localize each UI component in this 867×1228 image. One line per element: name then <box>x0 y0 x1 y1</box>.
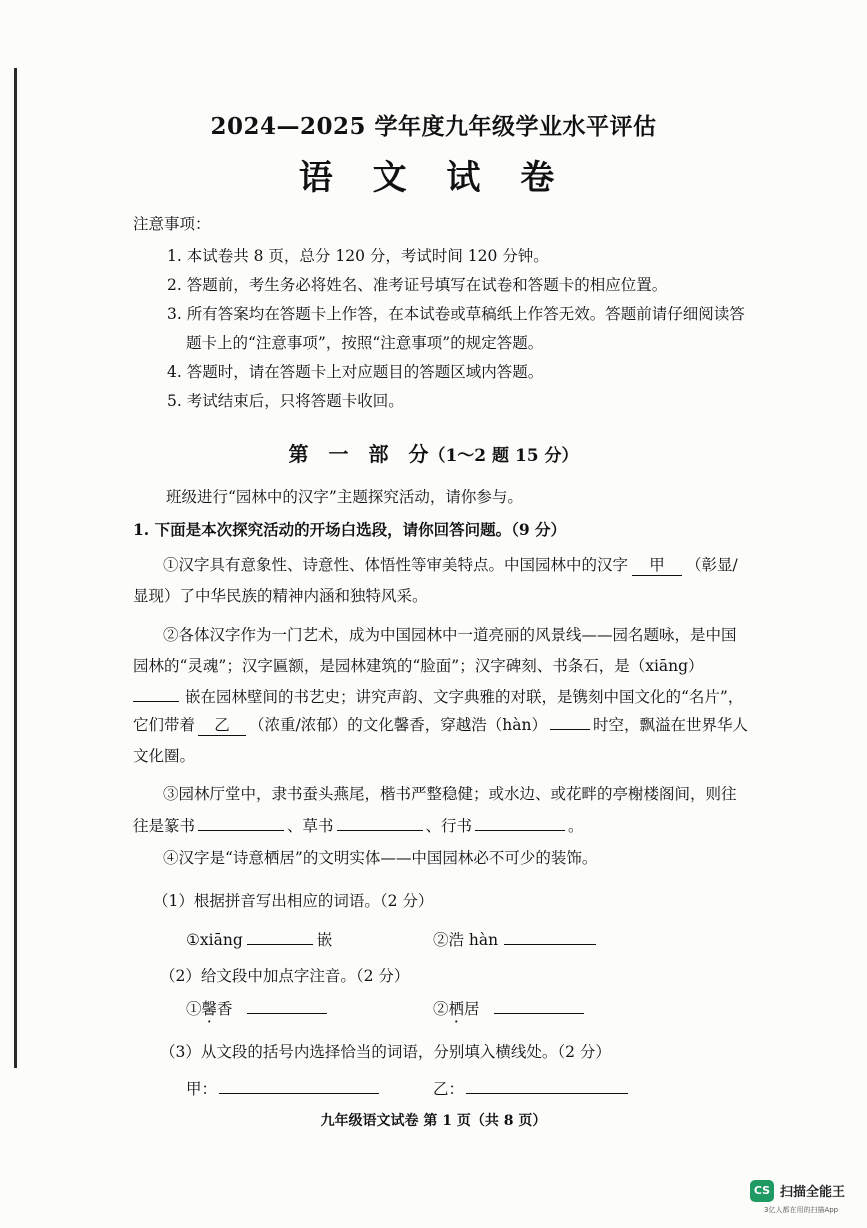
sub-question-2-answer-b <box>433 997 584 1019</box>
exam-title: 2024—2025 学年度九年级学业水平评估 <box>210 113 657 140</box>
passage-para-3-line-1: ③园林厅堂中，隶书蚕头燕尾，楷书严整稳健；或水边、或花畔的亭榭楼阁间，则往 <box>163 785 737 803</box>
sub-question-3-answer-a <box>186 1077 379 1099</box>
answer-blank <box>504 929 596 946</box>
fill-blank-jia: 甲 <box>632 553 682 576</box>
passage-para-3-line-2 <box>133 814 584 836</box>
passage-text: （彰显/ <box>686 556 738 574</box>
item-number: ① <box>186 1000 202 1018</box>
watermark-app-name: 扫描全能王 <box>780 1185 846 1200</box>
passage-text: ①汉字具有意象性、诗意性、体悟性等审美特点。中国园林中的汉字 <box>163 556 629 574</box>
notice-item-4: 4. 答题时，请在答题卡上对应题目的答题区域内答题。 <box>167 363 544 381</box>
passage-para-1-line-1 <box>163 553 738 576</box>
pinyin-prompt: 嵌 <box>316 931 333 949</box>
notice-item-3: 3. 所有答案均在答题卡上作答，在本试卷或草稿纸上作答无效。答题前请仔细阅读答 <box>167 305 745 323</box>
sub-question-2-answer-a <box>186 997 327 1019</box>
notice-heading: 注意事项： <box>133 215 211 233</box>
sub-question-1-answer-b <box>433 928 596 950</box>
question-1-stem: 1. 下面是本次探究活动的开场白选段，请你回答问题。（9 分） <box>133 520 567 539</box>
page-footer: 九年级语文试卷 第 1 页（共 8 页） <box>320 1113 547 1129</box>
answer-blank <box>466 1078 628 1095</box>
item-label: 乙： <box>433 1080 465 1098</box>
scan-edge-line <box>14 68 17 1068</box>
answer-blank <box>337 815 423 832</box>
passage-para-2-line-1: ②各体汉字作为一门艺术，成为中国园林中一道亮丽的风景线——园名题咏，是中国 <box>163 626 737 644</box>
item-number: ② <box>433 1000 449 1018</box>
passage-text: 它们带着 <box>133 716 196 734</box>
answer-blank <box>494 998 584 1015</box>
pinyin-prompt: ②浩 hàn <box>433 931 499 949</box>
passage-para-2-line-4 <box>133 713 748 736</box>
sub-question-3-stem: （3）从文段的括号内选择恰当的词语，分别填入横线处。（2 分） <box>160 1043 611 1061</box>
answer-blank <box>550 714 590 731</box>
notice-item-3-cont: 题卡上的“注意事项”，按照“注意事项”的规定答题。 <box>186 334 544 352</box>
section-heading <box>0 438 867 467</box>
item-text: 居 <box>464 1000 480 1018</box>
answer-blank <box>219 1078 379 1095</box>
passage-para-2-line-3 <box>133 685 743 707</box>
passage-text: 、行书 <box>425 817 473 835</box>
section-title: 第 一 部 分 <box>288 442 429 466</box>
answer-blank <box>133 686 179 703</box>
sub-question-3-answer-b <box>433 1077 628 1099</box>
passage-text: 。 <box>568 817 584 835</box>
notice-item-5: 5. 考试结束后，只将答题卡收回。 <box>167 392 404 410</box>
watermark-tagline: 3亿人都在用的扫描App <box>764 1206 839 1214</box>
exam-subject-title: 语 文 试 卷 <box>298 158 569 198</box>
item-label: 甲： <box>186 1080 218 1098</box>
section-score: （1～2 题 15 分） <box>428 446 579 466</box>
passage-para-2-line-5: 文化圈。 <box>133 747 196 765</box>
camscanner-logo-icon: CS <box>750 1180 774 1202</box>
sub-question-1-stem: （1）根据拼音写出相应的词语。（2 分） <box>153 892 434 910</box>
item-text: 香 <box>217 1000 233 1018</box>
passage-para-4: ④汉字是“诗意栖居”的文明实体——中国园林必不可少的装饰。 <box>163 849 598 867</box>
notice-item-2: 2. 答题前，考生务必将姓名、准考证号填写在试卷和答题卡的相应位置。 <box>167 276 668 294</box>
passage-text: 嵌在园林壁间的书艺史；讲究声韵、文字典雅的对联，是镌刻中国文化的“名片”， <box>185 688 744 706</box>
answer-blank <box>475 815 565 832</box>
answer-blank <box>198 815 284 832</box>
passage-text: 、草书 <box>287 817 334 835</box>
notice-item-1: 1. 本试卷共 8 页，总分 120 分，考试时间 120 分钟。 <box>167 247 549 265</box>
answer-blank <box>247 998 327 1015</box>
passage-text: （浓重/浓郁）的文化馨香，穿越浩（hàn） <box>249 716 547 734</box>
activity-intro: 班级进行“园林中的汉字”主题探究活动，请你参与。 <box>166 488 523 506</box>
passage-para-2-line-2: 园林的“灵魂”；汉字匾额，是园林建筑的“脸面”；汉字碑刻、书条石，是（xiāng） <box>133 657 704 675</box>
sub-question-1-answer-a <box>186 928 332 950</box>
answer-blank <box>247 929 313 946</box>
fill-blank-yi: 乙 <box>198 713 246 736</box>
passage-text: 往是篆书 <box>133 817 196 835</box>
dotted-character: 栖 <box>448 1000 465 1018</box>
sub-question-2-stem: （2）给文段中加点字注音。（2 分） <box>160 967 410 985</box>
dotted-character: 馨 <box>201 1000 218 1018</box>
passage-para-1-line-2: 显现）了中华民族的精神内涵和独特风采。 <box>133 587 428 605</box>
passage-text: 时空，飘溢在世界华人 <box>592 716 748 734</box>
pinyin-prompt: ①xiāng <box>186 931 243 949</box>
